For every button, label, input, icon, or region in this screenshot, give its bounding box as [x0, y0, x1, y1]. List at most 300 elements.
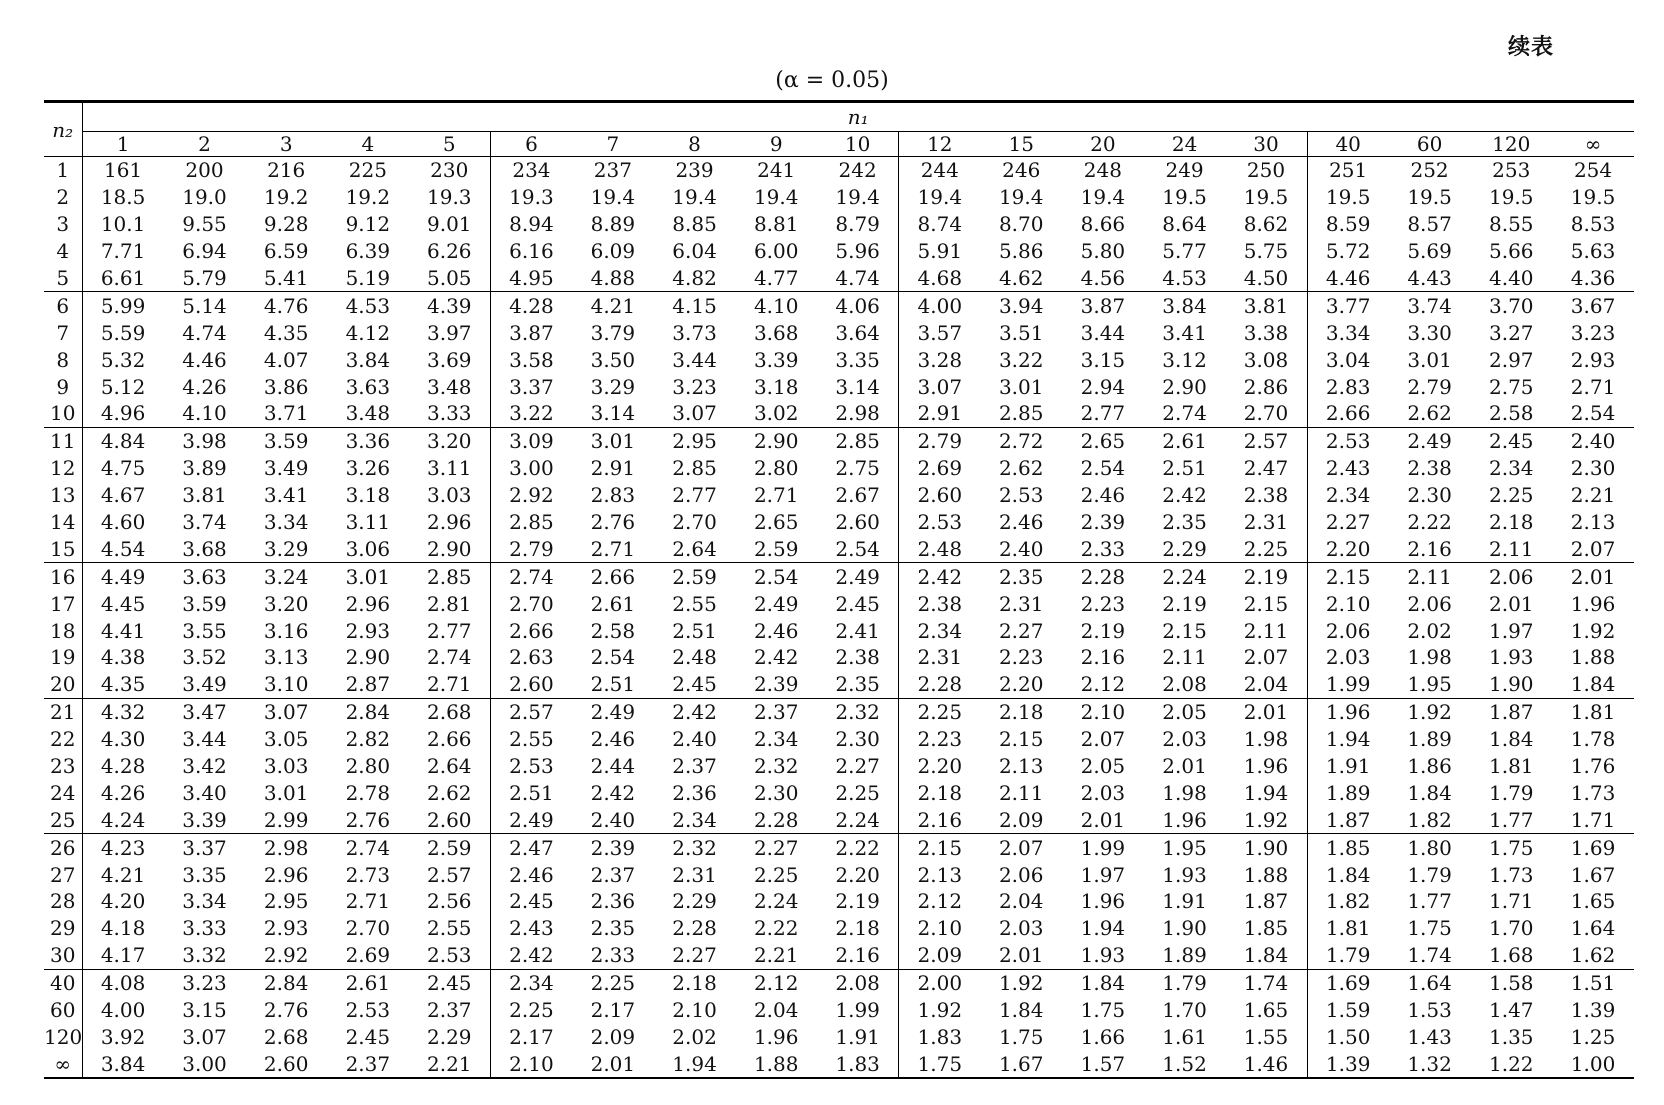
table-cell: 8.70 [998, 212, 1044, 237]
column-header: 30 [1225, 132, 1307, 157]
table-cell: 3.92 [100, 1024, 146, 1049]
table-cell: 2.27 [1325, 510, 1371, 535]
table-cell: 4.53 [1162, 266, 1207, 290]
table-cell: 1.81 [1488, 754, 1534, 779]
table-cell: 2.07 [1225, 644, 1307, 671]
table-cell: 2.55 [509, 727, 554, 752]
table-cell: 3.29 [263, 536, 309, 561]
table-cell: 2.43 [509, 916, 554, 941]
table-cell: 1.94 [654, 1050, 736, 1078]
table-cell: 1.96 [1307, 698, 1389, 725]
table-cell: 1.79 [1144, 969, 1226, 996]
table-cell: 4.07 [263, 347, 309, 372]
table-cell: 2.04 [1225, 671, 1307, 698]
table-cell: 1.84 [1325, 862, 1371, 887]
table-cell: 4.26 [100, 780, 146, 805]
table-cell: 2.28 [753, 807, 799, 832]
table-cell: 2.32 [817, 698, 899, 725]
table-cell: 2.33 [590, 943, 636, 968]
table-row [44, 834, 1634, 861]
table-cell: 4.74 [182, 320, 227, 345]
table-cell: 3.64 [817, 319, 899, 346]
column-header: 4 [327, 132, 409, 157]
table-cell: 1.79 [1407, 862, 1452, 887]
table-row [44, 535, 1634, 562]
table-row [44, 157, 1634, 184]
table-cell: 2.60 [245, 1050, 327, 1078]
table-cell: 2.06 [1407, 591, 1452, 616]
table-cell: 3.33 [182, 916, 227, 941]
table-cell: 5.32 [100, 347, 146, 372]
table-cell: 3.35 [182, 862, 227, 887]
table-cell: 2.05 [1144, 698, 1226, 725]
row-label: 14 [44, 509, 82, 536]
table-cell: 2.19 [1162, 591, 1207, 616]
table-cell: 2.48 [917, 536, 963, 561]
table-cell: 5.41 [263, 266, 309, 290]
table-cell: 3.74 [1389, 292, 1471, 319]
table-cell: 3.37 [509, 374, 554, 399]
table-cell: 2.15 [1162, 618, 1207, 643]
table-cell: 4.75 [100, 456, 146, 481]
table-cell: 237 [593, 158, 632, 183]
table-cell: 2.25 [1488, 483, 1534, 508]
table-cell: 1.88 [1570, 645, 1616, 670]
table-cell: 1.84 [1225, 942, 1307, 969]
table-cell: 1.57 [1062, 1050, 1144, 1078]
table-cell: 2.62 [998, 456, 1044, 481]
table-cell: 2.84 [245, 969, 327, 996]
table-cell: 2.68 [263, 1024, 309, 1049]
table-cell: 2.25 [1225, 535, 1307, 562]
table-cell: 1.71 [1570, 807, 1616, 832]
table-cell: 2.15 [1225, 590, 1307, 617]
table-cell: 2.23 [917, 727, 963, 752]
row-label: 40 [44, 969, 82, 996]
table-cell: 2.45 [817, 590, 899, 617]
table-cell: 2.19 [1225, 563, 1307, 590]
row-label: 7 [44, 319, 82, 346]
table-cell: 2.36 [672, 780, 717, 805]
table-cell: 1.81 [1325, 916, 1371, 941]
table-cell: 1.90 [1162, 916, 1207, 941]
table-cell: 2.83 [590, 483, 636, 508]
table-cell: 10.1 [100, 212, 146, 237]
table-cell: 3.00 [509, 456, 554, 481]
table-cell: 3.14 [817, 373, 899, 400]
table-cell: 2.60 [917, 483, 963, 508]
table-cell: 241 [757, 158, 796, 183]
table-cell: 2.11 [1389, 563, 1471, 590]
table-cell: 3.07 [182, 1024, 227, 1049]
table-cell: 3.81 [182, 483, 227, 508]
table-cell: 3.20 [263, 591, 309, 616]
table-cell: 2.18 [1488, 510, 1534, 535]
table-cell: 3.10 [263, 672, 309, 697]
table-cell: 1.35 [1488, 1024, 1534, 1049]
table-cell: 2.01 [1488, 591, 1534, 616]
table-cell: 2.24 [817, 806, 899, 833]
table-cell: 3.26 [345, 456, 391, 481]
table-cell: 2.70 [672, 510, 717, 535]
row-label: 13 [44, 482, 82, 509]
table-row [44, 373, 1634, 400]
table-cell: 2.79 [509, 536, 554, 561]
table-cell: 2.06 [998, 862, 1044, 887]
table-cell: 4.74 [817, 265, 899, 292]
table-cell: 2.37 [327, 1050, 409, 1078]
table-cell: 2.30 [1570, 456, 1616, 481]
table-cell: 3.55 [182, 618, 227, 643]
table-cell: 2.32 [753, 754, 799, 779]
table-cell: 2.53 [345, 998, 391, 1023]
column-header: 1 [82, 132, 164, 157]
table-cell: 4.67 [100, 483, 146, 508]
table-cell: 4.88 [590, 266, 636, 290]
table-cell: 3.03 [409, 482, 491, 509]
table-cell: 19.5 [1570, 185, 1616, 210]
table-cell: 4.35 [263, 320, 309, 345]
table-cell: 4.21 [100, 862, 146, 887]
table-cell: 2.01 [572, 1050, 654, 1078]
table-row [44, 184, 1634, 211]
table-cell: 2.09 [917, 943, 963, 968]
table-cell: 2.40 [998, 536, 1044, 561]
table-cell: 3.32 [182, 943, 227, 968]
table-row [44, 292, 1634, 319]
n2-header: n₂ [44, 102, 82, 157]
table-cell: 2.12 [917, 889, 963, 914]
table-cell: 6.04 [672, 239, 717, 264]
table-cell: 3.68 [182, 536, 227, 561]
table-cell: 2.27 [735, 834, 817, 861]
table-cell: 3.22 [509, 401, 554, 426]
table-cell: 225 [348, 158, 387, 183]
table-cell: 2.01 [1080, 807, 1126, 832]
table-cell: 2.75 [1488, 374, 1534, 399]
table-cell: 2.58 [590, 618, 636, 643]
table-cell: 2.39 [753, 672, 799, 697]
table-row [44, 1024, 1634, 1051]
table-cell: 4.23 [82, 834, 164, 861]
table-cell: 2.29 [1162, 536, 1207, 561]
table-cell: 1.64 [1389, 969, 1471, 996]
table-cell: 2.91 [917, 401, 963, 426]
table-cell: 2.53 [917, 510, 963, 535]
table-cell: 3.16 [263, 618, 309, 643]
table-cell: 2.08 [1162, 672, 1207, 697]
row-label: 17 [44, 590, 82, 617]
table-cell: 1.79 [1325, 943, 1371, 968]
table-cell: 6.39 [345, 239, 391, 264]
table-cell: 1.70 [1488, 916, 1534, 941]
table-cell: 2.12 [1080, 672, 1126, 697]
table-cell: 4.00 [100, 998, 146, 1023]
table-cell: 2.37 [590, 862, 636, 887]
table-cell: 1.91 [1325, 754, 1371, 779]
table-cell: 4.68 [917, 266, 963, 290]
table-cell: 2.74 [327, 834, 409, 861]
row-label: 4 [44, 238, 82, 265]
table-cell: 4.30 [100, 727, 146, 752]
continued-label: 续表 [1507, 35, 1554, 60]
table-cell: 1.84 [1570, 672, 1616, 697]
table-cell: 4.76 [245, 292, 327, 319]
table-cell: 2.59 [753, 536, 799, 561]
table-cell: 2.10 [1062, 698, 1144, 725]
table-cell: 2.08 [817, 969, 899, 996]
table-cell: 1.53 [1407, 998, 1452, 1023]
table-cell: 2.31 [672, 862, 717, 887]
table-cell: 2.61 [1144, 427, 1226, 454]
table-row [44, 617, 1634, 644]
table-cell: 3.37 [164, 834, 246, 861]
table-cell: 19.4 [672, 185, 717, 210]
table-cell: 2.67 [817, 482, 899, 509]
table-cell: 2.03 [1325, 645, 1371, 670]
column-header: 9 [735, 132, 817, 157]
table-cell: 2.77 [409, 617, 491, 644]
table-cell: 2.38 [817, 644, 899, 671]
table-cell: 3.73 [672, 320, 717, 345]
table-cell: 1.52 [1144, 1050, 1226, 1078]
row-label: 21 [44, 698, 82, 725]
table-row [44, 238, 1634, 265]
row-label: 3 [44, 211, 82, 238]
table-cell: 2.66 [1325, 401, 1371, 426]
table-cell: 2.46 [998, 510, 1044, 535]
table-cell: 2.10 [672, 998, 717, 1023]
table-cell: 2.29 [672, 889, 717, 914]
table-cell: 1.94 [1225, 779, 1307, 806]
table-cell: 2.66 [409, 726, 491, 753]
table-cell: 3.20 [409, 427, 491, 454]
table-cell: 2.93 [345, 618, 391, 643]
table-cell: 7.71 [100, 239, 146, 264]
table-cell: 9.28 [263, 212, 309, 237]
table-cell: 2.62 [409, 779, 491, 806]
table-cell: 1.97 [1488, 618, 1534, 643]
column-header: 7 [572, 132, 654, 157]
table-cell: 2.93 [1570, 347, 1616, 372]
table-cell: 2.72 [980, 427, 1062, 454]
table-cell: 3.00 [164, 1050, 246, 1078]
table-cell: 1.69 [1552, 834, 1634, 861]
table-cell: 1.71 [1488, 889, 1534, 914]
table-cell: 1.55 [1225, 1024, 1307, 1051]
column-header: 2 [164, 132, 246, 157]
row-label: 20 [44, 671, 82, 698]
table-cell: 2.46 [590, 727, 636, 752]
table-cell: 1.87 [1325, 807, 1371, 832]
table-cell: 2.47 [490, 834, 572, 861]
table-cell: 8.89 [590, 212, 636, 237]
table-row [44, 997, 1634, 1024]
row-label: 28 [44, 888, 82, 915]
table-row [44, 726, 1634, 753]
table-cell: 2.82 [345, 727, 391, 752]
table-cell: 3.87 [509, 320, 554, 345]
table-cell: 3.07 [672, 401, 717, 426]
table-cell: 2.60 [509, 672, 554, 697]
table-cell: 1.98 [1162, 780, 1207, 805]
table-cell: 1.93 [1162, 862, 1207, 887]
table-cell: 2.54 [735, 563, 817, 590]
table-cell: 2.81 [409, 590, 491, 617]
table-cell: 2.11 [998, 780, 1044, 805]
table-cell: 3.01 [263, 780, 309, 805]
table-cell: 3.33 [409, 400, 491, 427]
row-label: 24 [44, 779, 82, 806]
table-cell: 1.89 [1325, 780, 1371, 805]
table-cell: 3.22 [998, 347, 1044, 372]
table-cell: 5.59 [100, 320, 146, 345]
table-cell: 2.37 [409, 997, 491, 1024]
table-cell: 3.39 [182, 807, 227, 832]
table-cell: 3.06 [345, 536, 391, 561]
table-cell: 1.79 [1488, 780, 1534, 805]
table-cell: 2.53 [509, 754, 554, 779]
table-cell: 3.35 [817, 346, 899, 373]
table-row [44, 400, 1634, 427]
table-cell: 1.83 [817, 1050, 899, 1078]
table-cell: 4.40 [1488, 266, 1534, 290]
table-cell: 2.85 [998, 401, 1044, 426]
table-cell: 2.51 [672, 618, 717, 643]
table-cell: 2.25 [753, 862, 799, 887]
table-cell: 2.23 [1080, 591, 1126, 616]
table-cell: 2.75 [817, 455, 899, 482]
table-cell: 3.52 [182, 645, 227, 670]
table-cell: 4.35 [100, 672, 146, 697]
table-cell: 2.27 [672, 943, 717, 968]
table-cell: 4.21 [572, 292, 654, 319]
table-cell: 2.18 [817, 915, 899, 942]
table-cell: 2.90 [735, 427, 817, 454]
table-cell: 8.59 [1325, 212, 1371, 237]
table-cell: 3.11 [345, 510, 391, 535]
table-row [44, 915, 1634, 942]
table-cell: 2.57 [1225, 427, 1307, 454]
table-cell: 2.03 [998, 916, 1044, 941]
table-cell: 4.12 [345, 320, 391, 345]
table-row [44, 509, 1634, 536]
table-cell: 3.63 [345, 374, 391, 399]
table-cell: 3.34 [182, 889, 227, 914]
table-cell: 246 [1002, 158, 1041, 183]
table-cell: 3.49 [263, 456, 309, 481]
table-cell: 3.44 [1080, 320, 1126, 345]
table-cell: 2.35 [590, 916, 636, 941]
table-cell: 2.44 [590, 754, 636, 779]
table-cell: 2.30 [753, 780, 799, 805]
table-cell: 5.69 [1407, 239, 1452, 264]
table-cell: 1.47 [1488, 998, 1534, 1023]
table-row [44, 265, 1634, 292]
table-cell: 2.59 [409, 834, 491, 861]
table-cell: 3.40 [182, 780, 227, 805]
table-cell: 2.53 [998, 483, 1044, 508]
table-row [44, 753, 1634, 780]
table-cell: 1.59 [1325, 998, 1371, 1023]
table-cell: 5.99 [82, 292, 164, 319]
table-cell: 2.85 [509, 510, 554, 535]
table-cell: 2.15 [899, 834, 981, 861]
table-cell: 4.06 [817, 292, 899, 319]
table-row [44, 671, 1634, 698]
row-label: 19 [44, 644, 82, 671]
table-cell: 3.23 [1570, 320, 1616, 345]
table-cell: 8.62 [1225, 211, 1307, 238]
table-cell: 1.82 [1407, 807, 1452, 832]
table-cell: 2.46 [753, 618, 799, 643]
table-cell: 2.18 [917, 780, 963, 805]
table-cell: 2.29 [409, 1024, 491, 1051]
table-cell: 3.36 [327, 427, 409, 454]
table-cell: 2.62 [1407, 401, 1452, 426]
table-row [44, 211, 1634, 238]
table-cell: 2.59 [654, 563, 736, 590]
table-cell: 4.84 [82, 427, 164, 454]
column-header: 40 [1307, 132, 1389, 157]
table-cell: 3.69 [409, 346, 491, 373]
table-cell: 4.54 [100, 536, 146, 561]
table-cell: 2.28 [917, 672, 963, 697]
table-cell: 2.55 [672, 591, 717, 616]
table-cell: 3.23 [672, 374, 717, 399]
column-header: 12 [899, 132, 981, 157]
table-cell: 8.66 [1080, 212, 1126, 237]
table-cell: 2.94 [1080, 374, 1126, 399]
table-cell: 1.65 [1225, 997, 1307, 1024]
table-cell: 2.85 [817, 427, 899, 454]
row-label: 11 [44, 427, 82, 454]
table-cell: 251 [1329, 158, 1368, 183]
table-cell: 8.55 [1488, 212, 1534, 237]
table-cell: 19.5 [1325, 185, 1371, 210]
table-cell: 2.65 [753, 510, 799, 535]
table-cell: 2.49 [753, 591, 799, 616]
table-cell: 1.81 [1552, 698, 1634, 725]
table-cell: 2.11 [1162, 645, 1207, 670]
table-cell: 2.04 [753, 998, 799, 1023]
table-cell: 1.51 [1552, 969, 1634, 996]
table-cell: 2.96 [345, 591, 391, 616]
table-cell: 2.36 [590, 889, 636, 914]
table-cell: 2.40 [1552, 427, 1634, 454]
table-cell: 19.3 [509, 185, 554, 210]
table-cell: 1.69 [1307, 969, 1389, 996]
table-cell: 2.16 [917, 807, 963, 832]
table-body [44, 157, 1634, 1079]
table-cell: 2.99 [263, 807, 309, 832]
table-cell: 2.49 [572, 698, 654, 725]
table-cell: 2.42 [509, 943, 554, 968]
column-header-row [44, 132, 1634, 157]
table-cell: 4.36 [1570, 266, 1616, 290]
table-cell: 19.2 [345, 185, 391, 210]
table-cell: 2.42 [753, 645, 799, 670]
table-cell: 4.96 [100, 401, 146, 426]
table-cell: 2.39 [572, 834, 654, 861]
table-cell: 1.85 [1307, 834, 1389, 861]
table-cell: 2.42 [899, 563, 981, 590]
table-cell: 3.30 [1407, 320, 1452, 345]
table-cell: 3.79 [590, 320, 636, 345]
table-cell: 1.43 [1407, 1024, 1452, 1049]
column-header: 20 [1062, 132, 1144, 157]
table-cell: 2.34 [1325, 483, 1371, 508]
